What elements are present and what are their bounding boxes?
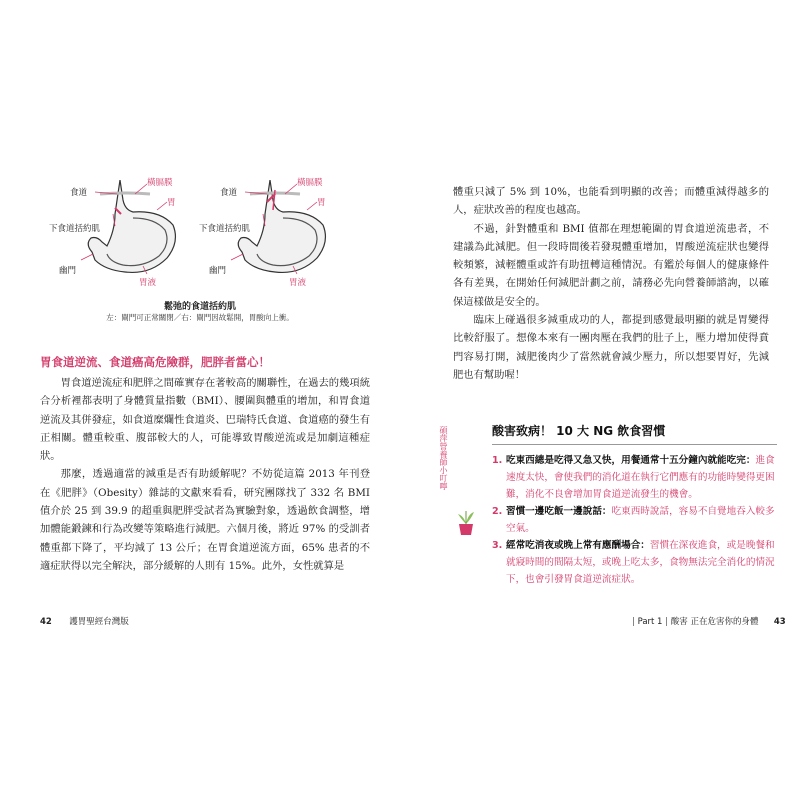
right-footer: | Part 1 | 酸害 正在危害你的身體 43 [632, 617, 786, 627]
label-stomach-left: 胃 [167, 198, 176, 208]
tip-item [492, 537, 782, 588]
tip-heading: 習慣一邊吃飯一邊說話： [506, 506, 612, 517]
tip-item [492, 503, 782, 537]
tip-title: 酸害致病！ 10 大 NG 飲食習慣 [492, 424, 666, 438]
tip-list [492, 452, 782, 588]
label-acid-left: 胃液 [139, 278, 157, 288]
page-number-right: 43 [773, 617, 786, 627]
tip-box [432, 410, 777, 586]
tip-text: 習慣在深夜進食，或是晚餐和就寢時間的間隔太短，或晚上吃太多，食物無法完全消化的情況下，也會引發胃食道逆流症狀。 [506, 540, 775, 585]
label-diaphragm-right: 橫膈膜 [297, 178, 323, 188]
tip-number: 3. [492, 540, 503, 551]
right-page [400, 0, 800, 800]
tip-number: 2. [492, 506, 503, 517]
label-diaphragm-left: 橫膈膜 [147, 178, 173, 188]
tip-divider [492, 444, 777, 445]
label-acid-right: 胃液 [289, 278, 307, 288]
paragraph: 胃食道逆流症和肥胖之間確實存在著較高的關聯性，在過去的幾項統合分析裡都表明了身體質量指數（BMI）、腰圍與體重的增加，和胃食道逆流及其併發症，如食道糜爛性食道炎、巴瑞特氏食道、食道癌的發生有正相關。體重較重、腹部較大的人，可能導致胃酸逆流或是加劇這種症狀。 [40, 377, 370, 463]
section-heading: 胃食道逆流、食道癌高危險群，肥胖者當心！ [40, 355, 270, 369]
right-body-text [453, 183, 769, 384]
tip-number: 1. [492, 455, 503, 466]
paragraph: 體重只減了 5% 到 10%，也能看到明顯的改善；而體重減得越多的人，症狀改善的程度也越高。 [453, 186, 769, 217]
label-les-left: 下食道括約肌 [49, 224, 101, 234]
tip-side-label: 碩萍營養師小叮嚀 [439, 426, 448, 490]
tip-item [492, 452, 782, 503]
tip-heading: 經常吃消夜或晚上常有應酬場合： [506, 540, 650, 551]
potted-plant-icon [454, 508, 478, 536]
figure-caption-sub: 左：閘門可正常關閉／右：閘門因故鬆開，胃酸向上衝。 [106, 313, 294, 322]
left-body-text [40, 374, 370, 575]
label-pylorus-left: 幽門 [59, 266, 77, 276]
book-title: 護胃聖經台灣版 [69, 617, 129, 627]
left-footer [40, 615, 129, 627]
label-pylorus-right: 幽門 [209, 266, 227, 276]
label-esophagus-right: 食道 [220, 188, 238, 198]
label-esophagus-left: 食道 [70, 188, 88, 198]
figure-caption-title: 鬆弛的食道括約肌 [163, 302, 236, 312]
tip-heading: 吃東西總是吃得又急又快，用餐通常十五分鐘內就能吃完： [506, 455, 756, 466]
part-label: Part 1 [637, 617, 663, 627]
label-les-right: 下食道括約肌 [199, 224, 251, 234]
paragraph: 不過，針對體重和 BMI 值都在理想範圍的胃食道逆流患者，不建議為此減肥。但一段時間後若發現體重增加，胃酸逆流症狀也變得較頻繁，減輕體重或許有助扭轉這種情況。有鑑於每個人的健康條件各有差異，在開始任何減肥計劃之前，請務必先向營養師諮詢，以確保這樣做是安全的。 [453, 222, 769, 308]
label-stomach-right: 胃 [317, 198, 326, 208]
paragraph: 那麼，透過適當的減重是否有助緩解呢？不妨從這篇 2013 年刊登在《肥胖》（Obesity）雜誌的文獻來看看，研究團隊找了 332 名 BMI 值介於 25 到 39.9 的超重與肥胖受試者為實驗對象，透過飲食調整，增加體能鍛鍊和行為改變等策略進行減肥。六個月後，將近 97% 的受訓者體重都下降了，平均減了 13 公斤；在胃食道逆流方面，65% 患者的不適症狀得以完全解決，部分緩解的人則有 15%。此外，女性就算是 [40, 468, 370, 572]
page-number-left: 42 [40, 617, 52, 627]
tip-text: 進食速度太快，會使我們的消化道在執行它們應有的功能時變得更困難，消化不良會增加胃食道逆流發生的機會。 [506, 455, 775, 500]
paragraph: 臨床上碰過很多減重成功的人，都提到感覺最明顯的就是胃變得比較舒服了。想像本來有一團肉壓在我們的肚子上，壓力增加使得賁門容易打開，減肥後肉少了當然就會減少壓力，所以想要胃好，先減肥也有幫助喔！ [453, 314, 769, 381]
tip-text: 吃東西時說話，容易不自覺地吞入較多空氣。 [506, 506, 775, 534]
section-label: 酸害 正在危害你的身體 [670, 617, 759, 627]
